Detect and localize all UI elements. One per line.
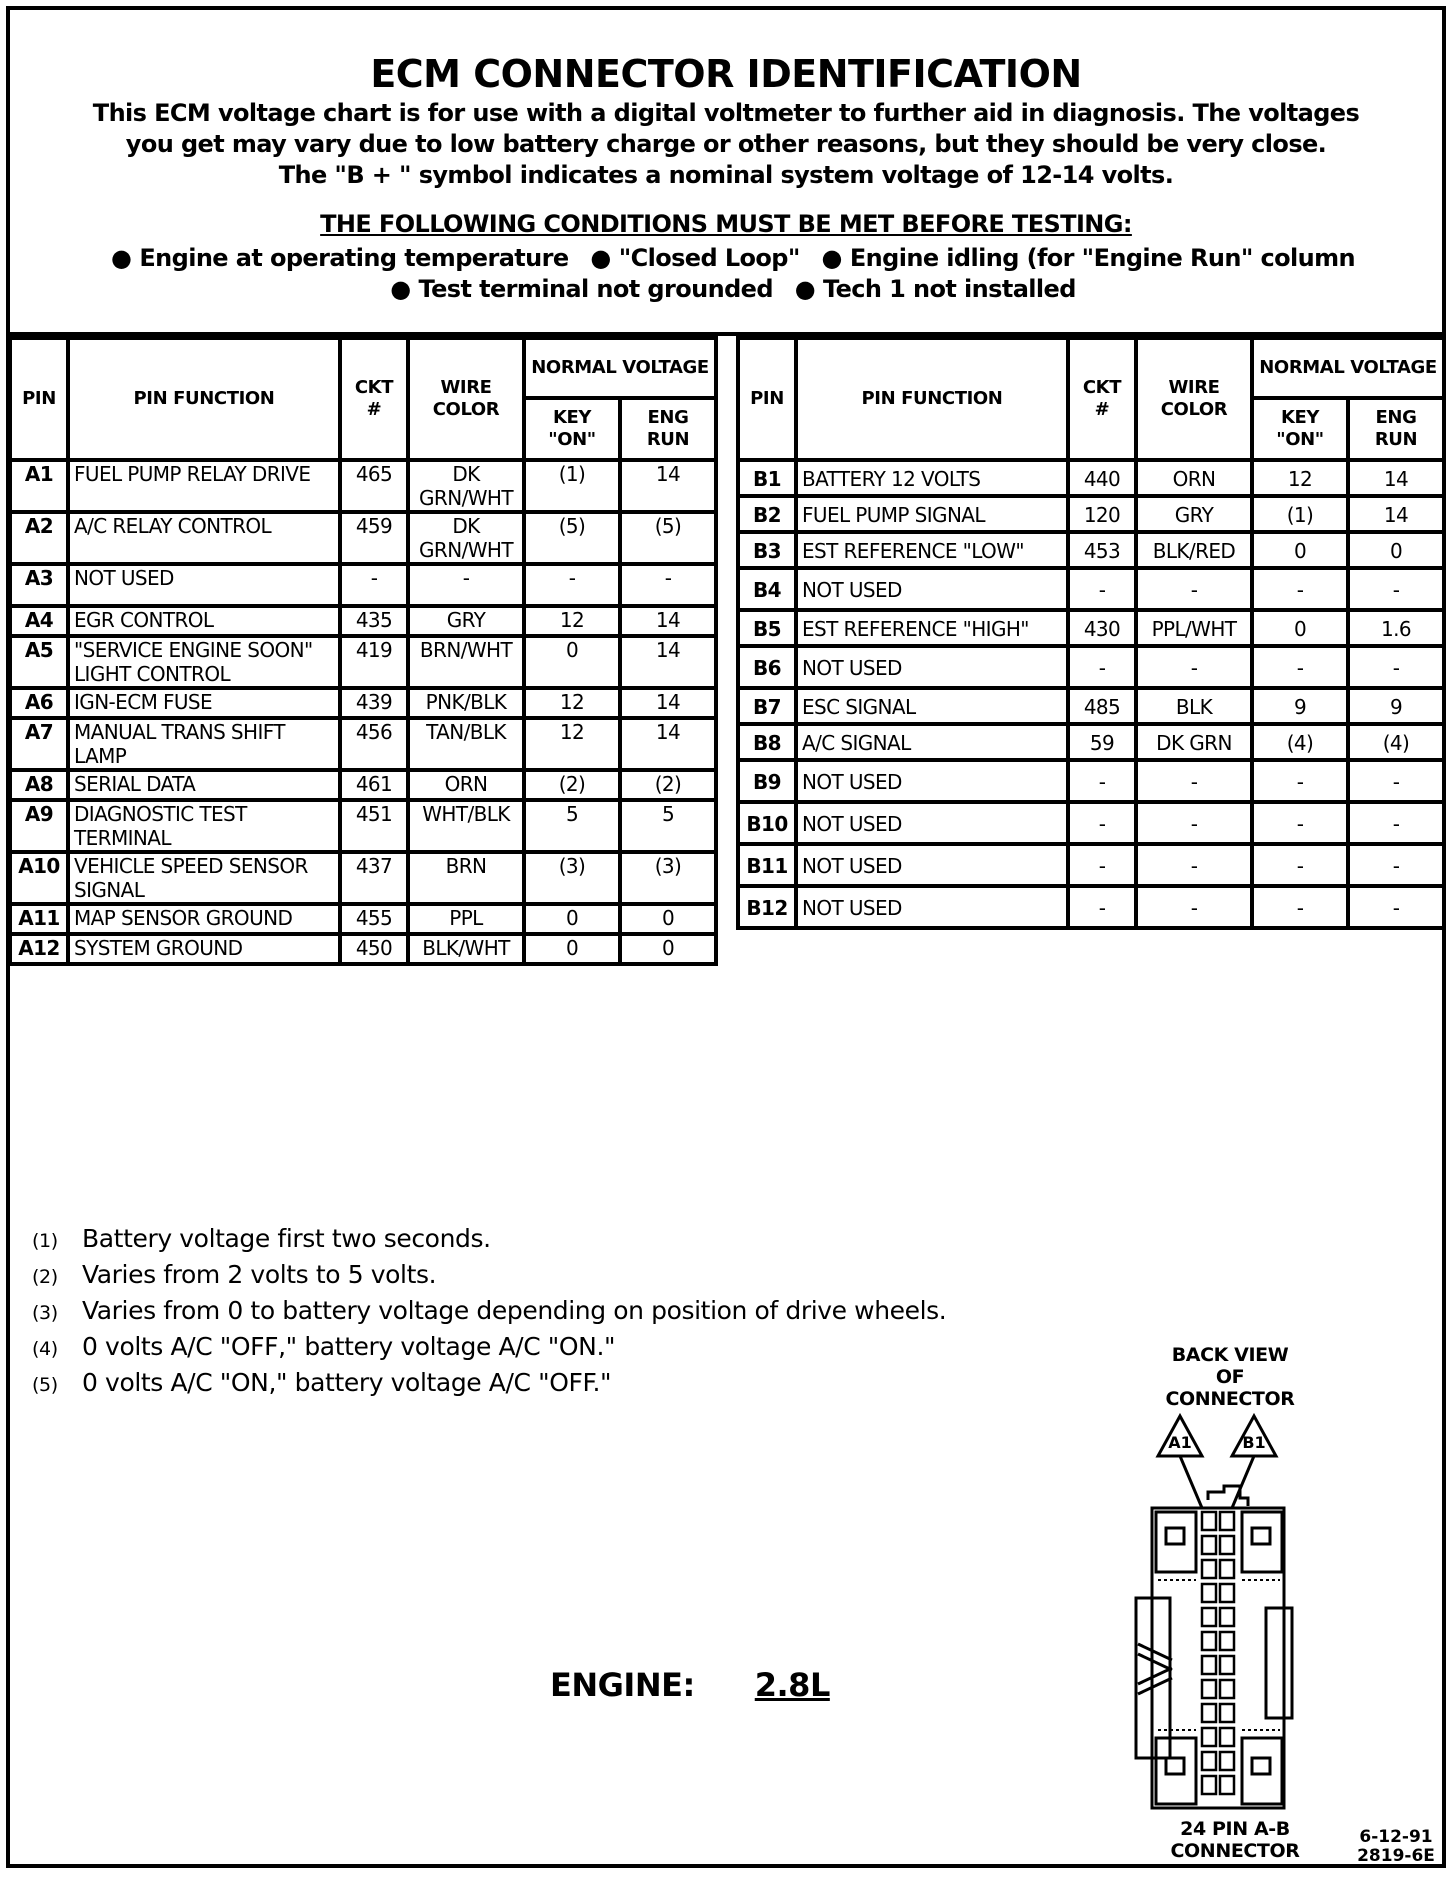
pin-cell: A3 bbox=[10, 564, 68, 606]
wire-color-cell: BLK/RED bbox=[1136, 532, 1252, 568]
header-ckt: CKT # bbox=[1068, 338, 1136, 460]
key-on-cell: (3) bbox=[524, 852, 620, 904]
ckt-cell: - bbox=[1068, 646, 1136, 688]
header-pin: PIN bbox=[738, 338, 796, 460]
bullet-icon: ● bbox=[590, 244, 611, 272]
pin-function-cell: NOT USED bbox=[796, 802, 1068, 844]
eng-run-cell: 14 bbox=[620, 460, 716, 512]
pin-function-cell: MAP SENSOR GROUND bbox=[68, 904, 340, 934]
ckt-cell: - bbox=[1068, 568, 1136, 610]
condition-item: Engine idling (for "Engine Run" column bbox=[849, 244, 1356, 272]
pin-cell: A11 bbox=[10, 904, 68, 934]
header-eng-run: ENG RUN bbox=[620, 398, 716, 460]
eng-run-cell: (3) bbox=[620, 852, 716, 904]
table-row bbox=[738, 886, 1444, 928]
pin-cell: A7 bbox=[10, 718, 68, 770]
table-row bbox=[738, 568, 1444, 610]
connector-diagram bbox=[1128, 1408, 1328, 1828]
key-on-cell: 12 bbox=[524, 718, 620, 770]
key-on-cell: - bbox=[524, 564, 620, 606]
connector-pin-cavity bbox=[1220, 1728, 1234, 1746]
header-eng-run: ENG RUN bbox=[1348, 398, 1444, 460]
table-row bbox=[738, 802, 1444, 844]
pin-function-cell: SERIAL DATA bbox=[68, 770, 340, 800]
pin-function-cell: EGR CONTROL bbox=[68, 606, 340, 636]
eng-run-cell: (5) bbox=[620, 512, 716, 564]
header bbox=[6, 6, 1446, 336]
wire-color-cell: GRY bbox=[408, 606, 524, 636]
pin-function-cell: SYSTEM GROUND bbox=[68, 934, 340, 964]
pin-cell: B3 bbox=[738, 532, 796, 568]
key-on-cell: 5 bbox=[524, 800, 620, 852]
document-id: 6-12-91 2819-6E bbox=[1357, 1827, 1435, 1866]
pin-a1-label: A1 bbox=[1168, 1433, 1192, 1452]
pin-cell: A12 bbox=[10, 934, 68, 964]
eng-run-cell: 14 bbox=[1348, 460, 1444, 496]
pin-cell: A1 bbox=[10, 460, 68, 512]
key-on-cell: - bbox=[1252, 646, 1348, 688]
ckt-cell: 430 bbox=[1068, 610, 1136, 646]
connector-pin-cavity bbox=[1202, 1512, 1216, 1530]
table-row bbox=[738, 646, 1444, 688]
eng-run-cell: 14 bbox=[620, 606, 716, 636]
wire-color-cell: PPL/WHT bbox=[1136, 610, 1252, 646]
table-row bbox=[10, 904, 716, 934]
pin-cell: B5 bbox=[738, 610, 796, 646]
ckt-cell: - bbox=[340, 564, 408, 606]
condition-item: "Closed Loop" bbox=[618, 244, 800, 272]
connector-pin-cavity bbox=[1202, 1728, 1216, 1746]
ckt-cell: 450 bbox=[340, 934, 408, 964]
key-on-cell: 0 bbox=[1252, 532, 1348, 568]
eng-run-cell: - bbox=[1348, 844, 1444, 886]
wire-color-cell: - bbox=[408, 564, 524, 606]
key-on-cell: (1) bbox=[1252, 496, 1348, 532]
table-row bbox=[10, 606, 716, 636]
footnote: (2) Varies from 2 volts to 5 volts. bbox=[32, 1260, 437, 1289]
pin-function-cell: IGN-ECM FUSE bbox=[68, 688, 340, 718]
ckt-cell: 437 bbox=[340, 852, 408, 904]
back-view-label: BACK VIEW OF CONNECTOR bbox=[1165, 1344, 1295, 1410]
table-row bbox=[10, 564, 716, 606]
condition-item: Engine at operating temperature bbox=[139, 244, 569, 272]
eng-run-cell: 5 bbox=[620, 800, 716, 852]
connector-pin-cavity bbox=[1202, 1584, 1216, 1602]
ckt-cell: 435 bbox=[340, 606, 408, 636]
key-on-cell: 0 bbox=[524, 636, 620, 688]
pin-cell: A5 bbox=[10, 636, 68, 688]
pin-function-cell: NOT USED bbox=[796, 646, 1068, 688]
table-row bbox=[10, 636, 716, 688]
table-row bbox=[738, 532, 1444, 568]
wire-color-cell: ORN bbox=[408, 770, 524, 800]
connector-pin-cavity bbox=[1220, 1560, 1234, 1578]
footnote: (5) 0 volts A/C "ON," battery voltage A/C "OFF." bbox=[32, 1368, 612, 1397]
eng-run-cell: - bbox=[1348, 646, 1444, 688]
eng-run-cell: - bbox=[620, 564, 716, 606]
eng-run-cell: 14 bbox=[1348, 496, 1444, 532]
connector-pin-cavity bbox=[1220, 1608, 1234, 1626]
wire-color-cell: BLK/WHT bbox=[408, 934, 524, 964]
connector-pin-cavity bbox=[1220, 1536, 1234, 1554]
connector-pin-cavity bbox=[1220, 1632, 1234, 1650]
eng-run-cell: - bbox=[1348, 568, 1444, 610]
pin-function-cell: NOT USED bbox=[796, 886, 1068, 928]
footnotes bbox=[32, 1222, 946, 1402]
pin-cell: A4 bbox=[10, 606, 68, 636]
table-row bbox=[10, 512, 716, 564]
bullet-icon: ● bbox=[794, 275, 816, 303]
pin-cell: B4 bbox=[738, 568, 796, 610]
key-on-cell: (2) bbox=[524, 770, 620, 800]
key-on-cell: - bbox=[1252, 844, 1348, 886]
condition-item: Tech 1 not installed bbox=[823, 275, 1076, 303]
pin-b1-label: B1 bbox=[1242, 1433, 1266, 1452]
ckt-cell: - bbox=[1068, 886, 1136, 928]
wire-color-cell: DK GRN bbox=[1136, 724, 1252, 760]
pin-table-a bbox=[8, 336, 718, 966]
table-row bbox=[10, 934, 716, 964]
bullet-icon: ● bbox=[110, 244, 132, 272]
table-row bbox=[10, 770, 716, 800]
ckt-cell: 120 bbox=[1068, 496, 1136, 532]
connector-pin-cavity bbox=[1220, 1512, 1234, 1530]
key-on-cell: 0 bbox=[524, 904, 620, 934]
key-on-cell: (5) bbox=[524, 512, 620, 564]
table-row bbox=[10, 688, 716, 718]
pin-cell: B7 bbox=[738, 688, 796, 724]
footnote: (1) Battery voltage first two seconds. bbox=[32, 1224, 491, 1253]
pin-function-cell: FUEL PUMP RELAY DRIVE bbox=[68, 460, 340, 512]
eng-run-cell: 0 bbox=[620, 904, 716, 934]
eng-run-cell: 9 bbox=[1348, 688, 1444, 724]
pin-cell: A8 bbox=[10, 770, 68, 800]
pin-function-cell: FUEL PUMP SIGNAL bbox=[796, 496, 1068, 532]
key-on-cell: 12 bbox=[524, 606, 620, 636]
wire-color-cell: - bbox=[1136, 568, 1252, 610]
intro-line: The "B + " symbol indicates a nominal system voltage of 12-14 volts. bbox=[278, 161, 1174, 189]
eng-run-cell: - bbox=[1348, 886, 1444, 928]
pin-cell: A10 bbox=[10, 852, 68, 904]
pin-function-cell: "SERVICE ENGINE SOON" LIGHT CONTROL bbox=[68, 636, 340, 688]
pin-function-cell: BATTERY 12 VOLTS bbox=[796, 460, 1068, 496]
connector-pin-cavity bbox=[1202, 1560, 1216, 1578]
header-normal-voltage: NORMAL VOLTAGE bbox=[524, 338, 716, 398]
conditions-heading: THE FOLLOWING CONDITIONS MUST BE MET BEFORE TESTING: bbox=[320, 210, 1132, 238]
header-pin: PIN bbox=[10, 338, 68, 460]
pin-function-cell: VEHICLE SPEED SENSOR SIGNAL bbox=[68, 852, 340, 904]
table-row bbox=[738, 610, 1444, 646]
ckt-cell: - bbox=[1068, 844, 1136, 886]
wire-color-cell: - bbox=[1136, 844, 1252, 886]
intro-line: This ECM voltage chart is for use with a digital voltmeter to further aid in diagnosis. The voltages bbox=[92, 99, 1360, 127]
header-normal-voltage: NORMAL VOLTAGE bbox=[1252, 338, 1444, 398]
pin-cell: B11 bbox=[738, 844, 796, 886]
intro-text bbox=[66, 98, 1386, 191]
connector-pin-cavity bbox=[1202, 1536, 1216, 1554]
connector-pin-cavity bbox=[1220, 1584, 1234, 1602]
ckt-cell: - bbox=[1068, 802, 1136, 844]
pin-cell: A6 bbox=[10, 688, 68, 718]
condition-item: Test terminal not grounded bbox=[418, 275, 773, 303]
wire-color-cell: - bbox=[1136, 886, 1252, 928]
connector-pin-cavity bbox=[1220, 1704, 1234, 1722]
ckt-cell: 455 bbox=[340, 904, 408, 934]
footnote: (4) 0 volts A/C "OFF," battery voltage A/C "ON." bbox=[32, 1332, 616, 1361]
header-key-on: KEY "ON" bbox=[524, 398, 620, 460]
intro-line: you get may vary due to low battery charge or other reasons, but they should be very close. bbox=[125, 130, 1327, 158]
ckt-cell: 59 bbox=[1068, 724, 1136, 760]
key-on-cell: - bbox=[1252, 568, 1348, 610]
pin-function-cell: MANUAL TRANS SHIFT LAMP bbox=[68, 718, 340, 770]
key-on-cell: 0 bbox=[524, 934, 620, 964]
pin-cell: B9 bbox=[738, 760, 796, 802]
ckt-cell: 439 bbox=[340, 688, 408, 718]
wire-color-cell: PPL bbox=[408, 904, 524, 934]
wire-color-cell: - bbox=[1136, 760, 1252, 802]
header-pin-function: PIN FUNCTION bbox=[68, 338, 340, 460]
table-row bbox=[10, 718, 716, 770]
connector-pin-cavity bbox=[1202, 1704, 1216, 1722]
eng-run-cell: (2) bbox=[620, 770, 716, 800]
bullet-icon: ● bbox=[821, 244, 842, 272]
pin-cell: B8 bbox=[738, 724, 796, 760]
header-wire-color: WIRE COLOR bbox=[1136, 338, 1252, 460]
pin-cell: A2 bbox=[10, 512, 68, 564]
key-on-cell: 12 bbox=[1252, 460, 1348, 496]
eng-run-cell: 0 bbox=[620, 934, 716, 964]
pin-function-cell: NOT USED bbox=[796, 760, 1068, 802]
connector-pin-cavity bbox=[1202, 1656, 1216, 1674]
key-on-cell: 0 bbox=[1252, 610, 1348, 646]
pin-function-cell: NOT USED bbox=[796, 568, 1068, 610]
wire-color-cell: - bbox=[1136, 802, 1252, 844]
eng-run-cell: 14 bbox=[620, 718, 716, 770]
eng-run-cell: - bbox=[1348, 802, 1444, 844]
ckt-cell: 465 bbox=[340, 460, 408, 512]
eng-run-cell: 0 bbox=[1348, 532, 1444, 568]
header-ckt: CKT # bbox=[340, 338, 408, 460]
wire-color-cell: DK GRN/WHT bbox=[408, 512, 524, 564]
connector-pin-cavity bbox=[1220, 1752, 1234, 1770]
wire-color-cell: WHT/BLK bbox=[408, 800, 524, 852]
pin-function-cell: A/C SIGNAL bbox=[796, 724, 1068, 760]
pin-function-cell: ESC SIGNAL bbox=[796, 688, 1068, 724]
ckt-cell: - bbox=[1068, 760, 1136, 802]
pin-function-cell: A/C RELAY CONTROL bbox=[68, 512, 340, 564]
table-row bbox=[738, 760, 1444, 802]
connector-pin-cavity bbox=[1202, 1680, 1216, 1698]
connector-pin-cavity bbox=[1220, 1656, 1234, 1674]
key-on-cell: - bbox=[1252, 760, 1348, 802]
pin-cell: B12 bbox=[738, 886, 796, 928]
conditions-list bbox=[46, 243, 1406, 305]
eng-run-cell: 1.6 bbox=[1348, 610, 1444, 646]
table-row bbox=[738, 496, 1444, 532]
pin-function-cell: NOT USED bbox=[68, 564, 340, 606]
pin-table-b bbox=[736, 336, 1446, 930]
key-on-cell: - bbox=[1252, 886, 1348, 928]
footnote: (3) Varies from 0 to battery voltage depending on position of drive wheels. bbox=[32, 1296, 947, 1325]
ckt-cell: 453 bbox=[1068, 532, 1136, 568]
pin-cell: B1 bbox=[738, 460, 796, 496]
connector-label: 24 PIN A-B CONNECTOR bbox=[1170, 1818, 1300, 1862]
connector-pin-cavity bbox=[1202, 1608, 1216, 1626]
pin-cell: A9 bbox=[10, 800, 68, 852]
wire-color-cell: PNK/BLK bbox=[408, 688, 524, 718]
pin-cell: B2 bbox=[738, 496, 796, 532]
ckt-cell: 459 bbox=[340, 512, 408, 564]
table-row bbox=[10, 852, 716, 904]
wire-color-cell: BLK bbox=[1136, 688, 1252, 724]
wire-color-cell: GRY bbox=[1136, 496, 1252, 532]
ckt-cell: 440 bbox=[1068, 460, 1136, 496]
key-on-cell: (1) bbox=[524, 460, 620, 512]
connector-pin-cavity bbox=[1202, 1752, 1216, 1770]
wire-color-cell: BRN bbox=[408, 852, 524, 904]
key-on-cell: 9 bbox=[1252, 688, 1348, 724]
key-on-cell: (4) bbox=[1252, 724, 1348, 760]
ckt-cell: 456 bbox=[340, 718, 408, 770]
pin-function-cell: NOT USED bbox=[796, 844, 1068, 886]
pin-function-cell: DIAGNOSTIC TEST TERMINAL bbox=[68, 800, 340, 852]
header-pin-function: PIN FUNCTION bbox=[796, 338, 1068, 460]
ckt-cell: 419 bbox=[340, 636, 408, 688]
header-key-on: KEY "ON" bbox=[1252, 398, 1348, 460]
eng-run-cell: - bbox=[1348, 760, 1444, 802]
ckt-cell: 461 bbox=[340, 770, 408, 800]
pin-cell: B10 bbox=[738, 802, 796, 844]
engine-value: 2.8L bbox=[754, 1666, 830, 1704]
ckt-cell: 451 bbox=[340, 800, 408, 852]
ckt-cell: 485 bbox=[1068, 688, 1136, 724]
table-row bbox=[738, 460, 1444, 496]
wire-color-cell: ORN bbox=[1136, 460, 1252, 496]
eng-run-cell: (4) bbox=[1348, 724, 1444, 760]
connector-pin-cavity bbox=[1202, 1632, 1216, 1650]
key-on-cell: - bbox=[1252, 802, 1348, 844]
table-row bbox=[738, 844, 1444, 886]
wire-color-cell: DK GRN/WHT bbox=[408, 460, 524, 512]
header-wire-color: WIRE COLOR bbox=[408, 338, 524, 460]
bullet-icon: ● bbox=[390, 275, 411, 303]
wire-color-cell: TAN/BLK bbox=[408, 718, 524, 770]
connector-pin-cavity bbox=[1220, 1776, 1234, 1794]
engine-label: ENGINE: 2.8L bbox=[550, 1666, 830, 1704]
pin-function-cell: EST REFERENCE "HIGH" bbox=[796, 610, 1068, 646]
wire-color-cell: BRN/WHT bbox=[408, 636, 524, 688]
connector-pin-cavity bbox=[1220, 1680, 1234, 1698]
pin-function-cell: EST REFERENCE "LOW" bbox=[796, 532, 1068, 568]
pin-cell: B6 bbox=[738, 646, 796, 688]
wire-color-cell: - bbox=[1136, 646, 1252, 688]
table-row bbox=[10, 800, 716, 852]
eng-run-cell: 14 bbox=[620, 688, 716, 718]
eng-run-cell: 14 bbox=[620, 636, 716, 688]
table-row bbox=[738, 724, 1444, 760]
table-row bbox=[738, 688, 1444, 724]
key-on-cell: 12 bbox=[524, 688, 620, 718]
connector-pin-cavity bbox=[1202, 1776, 1216, 1794]
table-row bbox=[10, 460, 716, 512]
page-title: ECM CONNECTOR IDENTIFICATION bbox=[370, 52, 1082, 96]
